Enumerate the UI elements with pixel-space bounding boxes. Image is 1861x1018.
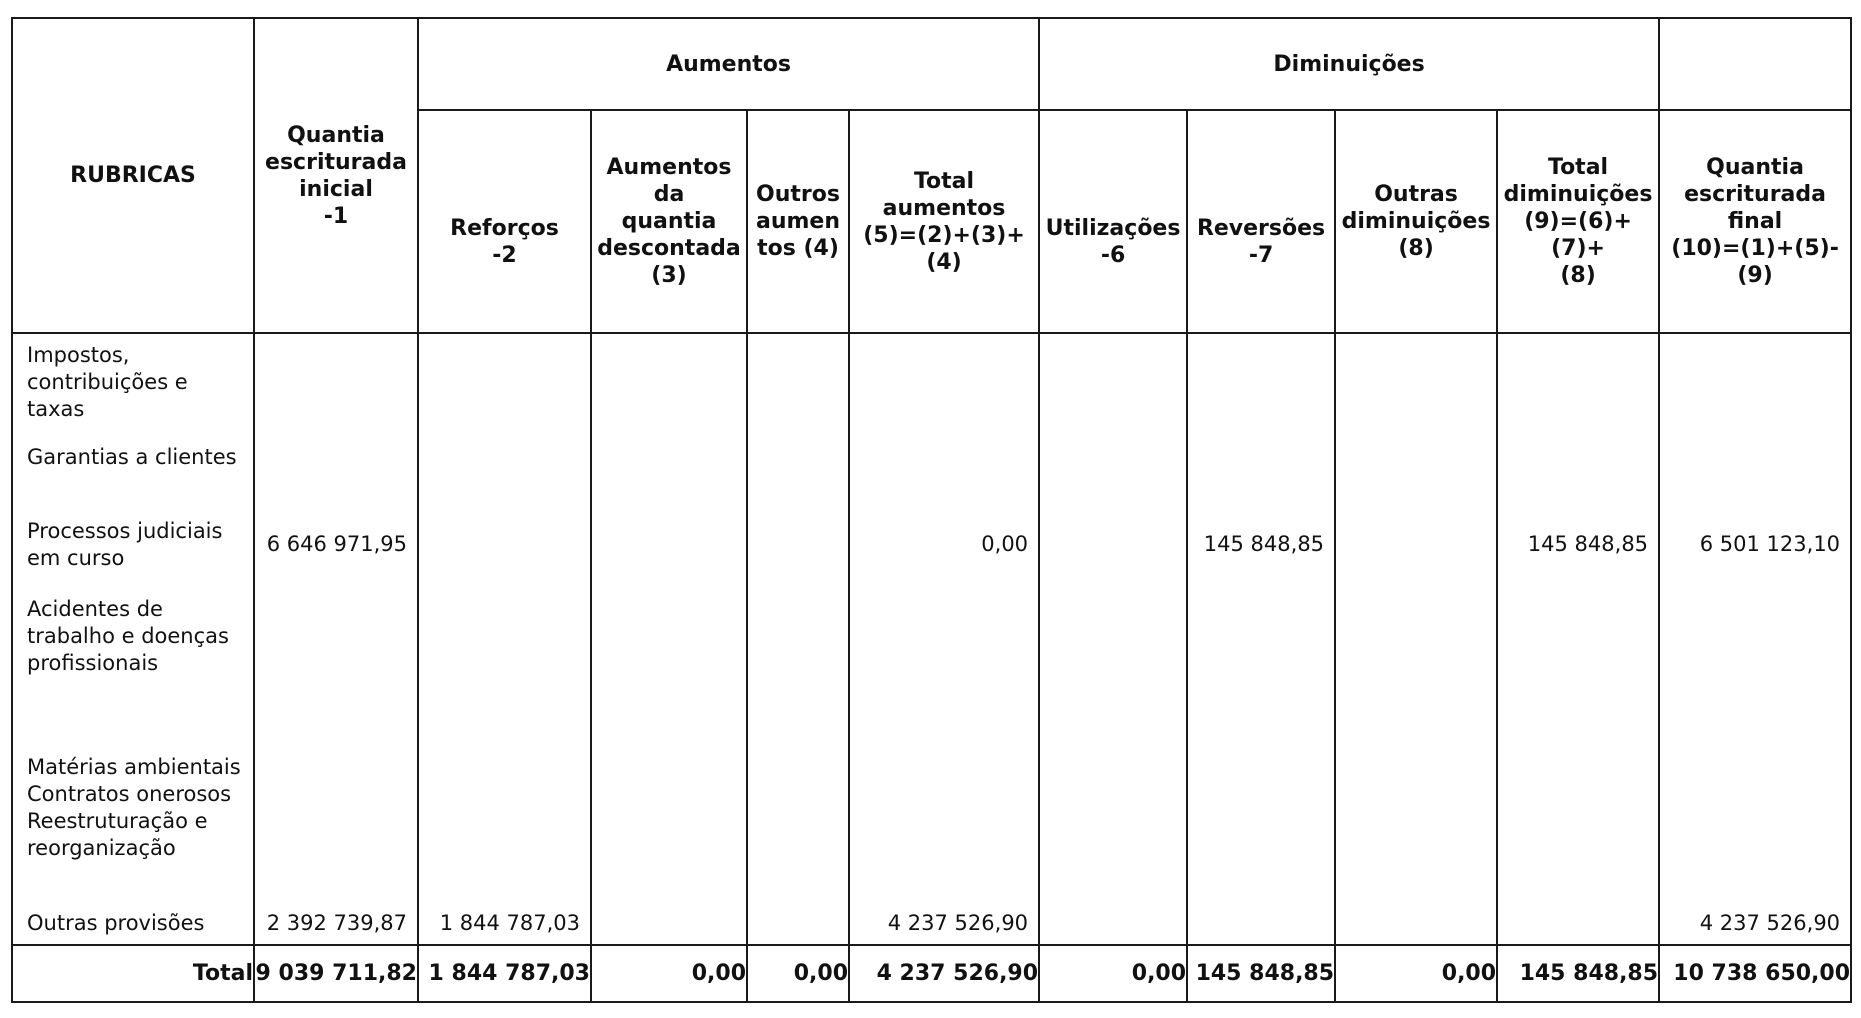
header-diminuicoes-group: Diminuições xyxy=(1039,18,1659,110)
outros-aumentos-cell xyxy=(747,333,849,945)
processos-quantia-inicial: 6 646 971,95 xyxy=(266,532,407,556)
table-row-total xyxy=(12,945,1851,1002)
provisions-table xyxy=(11,17,1852,1003)
header-utilizacoes: Utilizações -6 xyxy=(1039,110,1187,333)
total-outras-diminuicoes: 0,00 xyxy=(1335,945,1497,1002)
outras-diminuicoes-cell xyxy=(1335,333,1497,945)
processos-reversoes: 145 848,85 xyxy=(1203,532,1325,556)
header-reforcos: Reforços -2 xyxy=(418,110,591,333)
processos-total-aumentos: 0,00 xyxy=(981,532,1029,556)
header-rubricas: RUBRICAS xyxy=(12,18,254,333)
total-outros-aumentos: 0,00 xyxy=(747,945,849,1002)
total-quantia-inicial: 9 039 711,82 xyxy=(254,945,418,1002)
header-quantia-final: Quantia escriturada final (10)=(1)+(5)-(9) xyxy=(1659,110,1851,333)
reforcos-cell xyxy=(418,333,591,945)
total-total-diminuicoes: 145 848,85 xyxy=(1497,945,1659,1002)
outras-total-aumentos: 4 237 526,90 xyxy=(887,911,1029,935)
total-utilizacoes: 0,00 xyxy=(1039,945,1187,1002)
header-total-aumentos: Total aumentos (5)=(2)+(3)+(4) xyxy=(849,110,1039,333)
processos-total-diminuicoes: 145 848,85 xyxy=(1527,532,1649,556)
header-empty-final-top xyxy=(1659,18,1851,110)
header-aumentos-group: Aumentos xyxy=(418,18,1039,110)
reversoes-cell xyxy=(1187,333,1335,945)
header-reversoes: Reversões -7 xyxy=(1187,110,1335,333)
table-row-body xyxy=(12,333,1851,945)
total-reversoes: 145 848,85 xyxy=(1187,945,1335,1002)
total-aumentos-cell xyxy=(849,333,1039,945)
header-total-diminuicoes: Total diminuições (9)=(6)+(7)+ (8) xyxy=(1497,110,1659,333)
utilizacoes-cell xyxy=(1039,333,1187,945)
rubrica-processos: Processos judiciais em curso xyxy=(27,519,223,570)
outras-reforcos: 1 844 787,03 xyxy=(439,911,580,935)
total-diminuicoes-cell xyxy=(1497,333,1659,945)
quantia-final-cell xyxy=(1659,333,1851,945)
total-quantia-final: 10 738 650,00 xyxy=(1659,945,1851,1002)
quantia-inicial-cell xyxy=(254,333,418,945)
total-aumentos-descontada: 0,00 xyxy=(591,945,747,1002)
aumentos-descontada-cell xyxy=(591,333,747,945)
rubrica-acidentes: Acidentes de trabalho e doenças profissionais xyxy=(27,597,229,675)
header-aumentos-descontada: Aumentos da quantia descontada (3) xyxy=(591,110,747,333)
total-total-aumentos: 4 237 526,90 xyxy=(849,945,1039,1002)
processos-quantia-final: 6 501 123,10 xyxy=(1699,532,1841,556)
header-outras-diminuicoes: Outras diminuições (8) xyxy=(1335,110,1497,333)
rubrica-garantias: Garantias a clientes xyxy=(27,445,237,469)
header-outros-aumentos: Outros aumen tos (4) xyxy=(747,110,849,333)
rubricas-cell xyxy=(12,333,254,945)
header-quantia-inicial: Quantia escriturada inicial -1 xyxy=(254,18,418,333)
outras-quantia-final: 4 237 526,90 xyxy=(1699,911,1841,935)
rubrica-materias-contratos-reestruturacao: Matérias ambientais Contratos onerosos Reestruturação e reorganização xyxy=(27,755,241,860)
total-label: Total xyxy=(12,945,254,1002)
outras-quantia-inicial: 2 392 739,87 xyxy=(266,911,407,935)
rubrica-impostos: Impostos, contribuições e taxas xyxy=(27,343,188,421)
total-reforcos: 1 844 787,03 xyxy=(418,945,591,1002)
rubrica-outras-provisoes: Outras provisões xyxy=(27,911,205,935)
